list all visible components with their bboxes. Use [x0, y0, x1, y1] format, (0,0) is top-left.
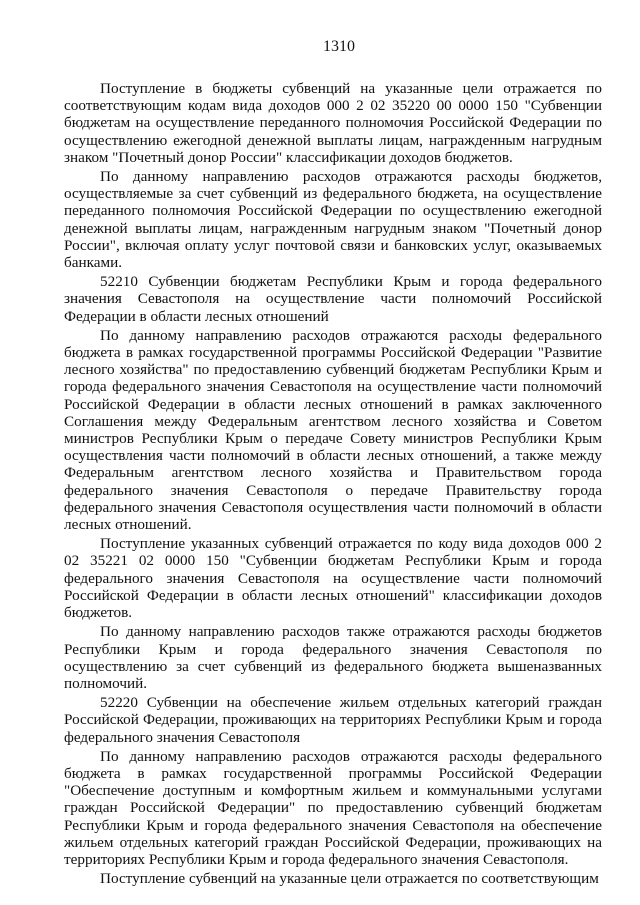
paragraph: Поступление субвенций на указанные цели отражается по соответствующим [100, 870, 599, 888]
section-heading: 52210 Субвенции бюджетам Республики Крым и города федерального значения Севастополя на осуществление части полномочий Российской Федерации в области лесных отношений [64, 273, 602, 325]
paragraph: По данному направлению расходов отражаются расходы федерального бюджета в рамках государственной программы Российской Федерации "Обеспечение доступным и комфортным жильем и коммунальными услугами граждан Российской Федерации" по предоставлению субвенций бюджетам Республики Крым и города федерального значения Севастополя на обеспечение жильем отдельных категорий граждан Российской Федерации, проживающих на территориях Республики Крым и города федерального значения Севастополя. [64, 747, 602, 868]
paragraph: По данному направлению расходов отражаются расходы бюджетов, осуществляемые за счет субвенций из федерального бюджета, на осуществление переданного полномочия Российской Федерации по осуществлению ежегодной денежной выплаты лицам, награжденным нагрудным знаком "Почетный донор России", включая оплату услуг почтовой связи и банковских услуг, оказываемых банками. [64, 168, 602, 272]
paragraph: По данному направлению расходов также отражаются расходы бюджетов Республики Крым и города федерального значения Севастополя по осуществлению за счет субвенций из федерального бюджета вышеназванных полномочий. [64, 623, 602, 692]
paragraph: Поступление в бюджеты субвенций на указанные цели отражается по соответствующим кодам вида доходов 000 2 02 35220 00 0000 150 "Субвенции бюджетам на осуществление переданного полномочия Российской Федерации по осуществлению ежегодной денежной выплаты лицам, награжденным нагрудным знаком "Почетный донор России" классификации доходов бюджетов. [64, 80, 602, 166]
section-heading: 52220 Субвенции на обеспечение жильем отдельных категорий граждан Российской Федерации, проживающих на территориях Республики Крым и города федерального значения Севастополя [64, 694, 602, 746]
paragraph: Поступление указанных субвенций отражается по коду вида доходов 000 2 02 35221 02 0000 150 "Субвенции бюджетам Республики Крым и города федерального значения Севастополя на осуществление части полномочий Российской Федерации в области лесных отношений" классификации доходов бюджетов. [64, 535, 602, 622]
page-number: 1310 [323, 38, 355, 55]
paragraph: По данному направлению расходов отражаются расходы федерального бюджета в рамках государственной программы Российской Федерации "Развитие лесного хозяйства" по предоставлению субвенций бюджетам Республики Крым и города федерального значения Севастополя на осуществление части полномочий Российской Федерации в области лесных отношений в рамках заключенного Соглашения между Федеральным агентством лесного хозяйства и Советом министров Республики Крым о передаче Совету министров Республики Крым осуществления части полномочий в области лесных отношений, а также между Федеральным агентством лесного хозяйства и Правительством города федерального значения Севастополя о передаче Правительству города федерального значения Севастополя осуществления части полномочий в области лесных отношений. [64, 326, 602, 534]
